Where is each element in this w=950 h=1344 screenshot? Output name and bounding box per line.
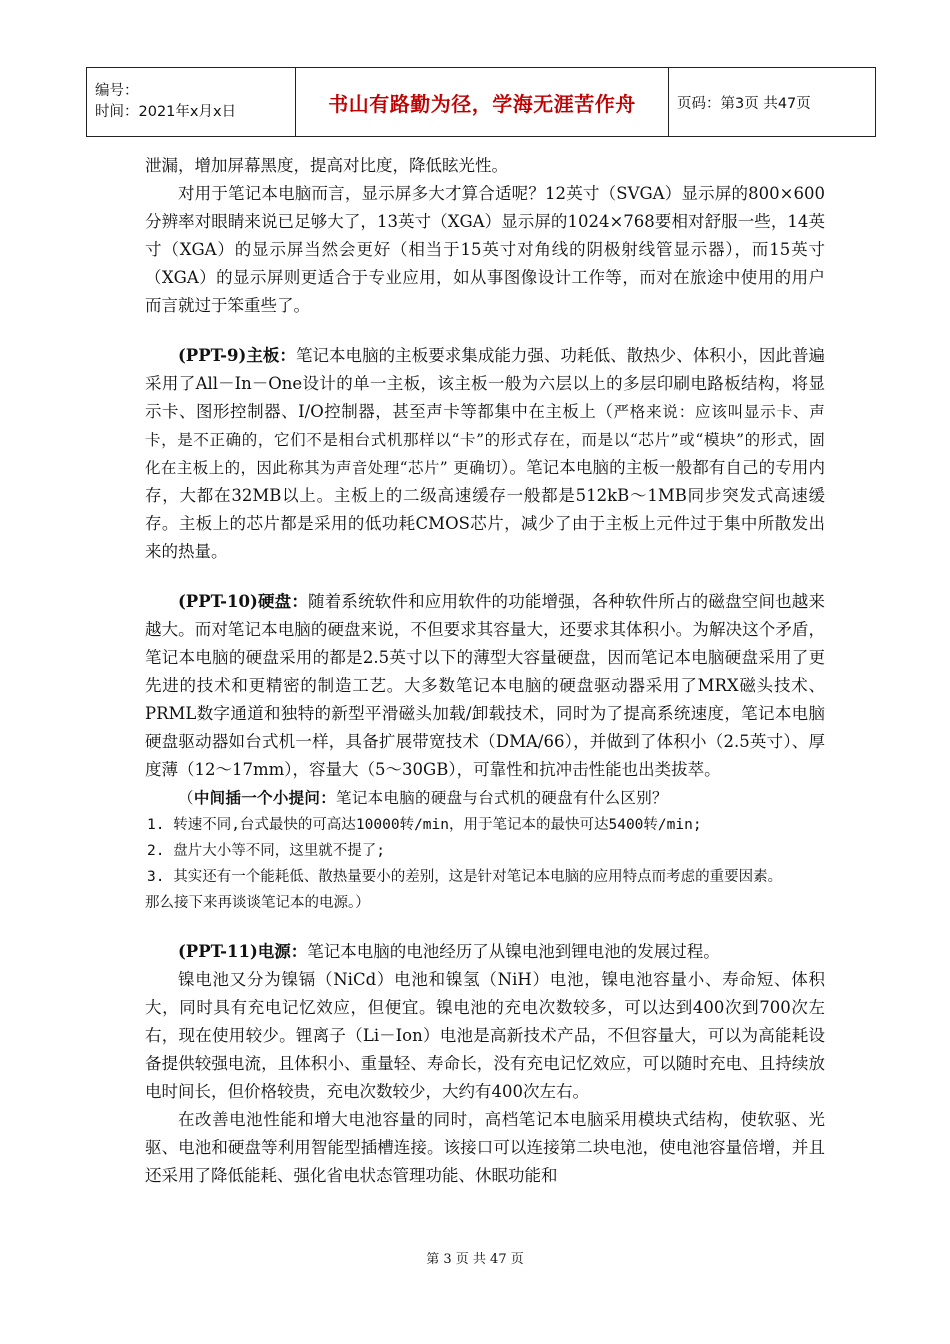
paragraph-gap xyxy=(145,566,825,588)
question-heading: 中间插一个小提问： xyxy=(193,788,337,807)
paragraph-gap xyxy=(145,320,825,342)
header-motto: 书山有路勤为径，学海无涯苦作舟 xyxy=(328,91,636,116)
paragraph-display-size: 对用于笔记本电脑而言，显示屏多大才算合适呢？12英寸（SVGA）显示屏的800×600分辨率对眼睛来说已足够大了，13英寸（XGA）显示屏的1024×768要相对舒服一些，14英寸（XGA）的显示屏当然会更好（相当于15英寸对角线的阴极射线管显示器），而15英寸（XGA）的显示屏则更适合于专业应用，如从事图像设计工作等，而对在旅途中使用的用户而言就过于笨重些了。 xyxy=(145,184,825,315)
heading-harddisk: (PPT-10)硬盘： xyxy=(178,592,309,611)
header-page-cell xyxy=(669,68,876,137)
heading-power: (PPT-11)电源： xyxy=(178,942,308,961)
paragraph-harddisk xyxy=(145,588,825,784)
header-time-label: 时间：2021年x月x日 xyxy=(95,104,237,120)
question-text: 笔记本电脑的硬盘与台式机的硬盘有什么区别？ xyxy=(336,789,668,807)
list-item: 2. 盘片大小等不同，这里就不提了; xyxy=(147,843,385,859)
header-motto-cell xyxy=(296,68,669,137)
question-close: 那么接下来再谈谈笔记本的电源。） xyxy=(145,895,370,911)
document-body xyxy=(145,152,825,1190)
page-footer: 第 3 页 共 47 页 xyxy=(426,1252,524,1267)
list-item: 1. 转速不同,台式最快的可高达10000转/min，用于笔记本的最快可达5400转/min; xyxy=(147,817,702,833)
power-text: 笔记本电脑的电池经历了从镍电池到锂电池的发展过程。 xyxy=(307,942,720,961)
list-item: 3. 其实还有一个能耗低、散热量要小的差别，这是针对笔记本电脑的应用特点而考虑的重要因素。 xyxy=(147,869,783,885)
paragraph-battery-improve: 在改善电池性能和增大电池容量的同时，高档笔记本电脑采用模块式结构，使软驱、光驱、电池和硬盘等利用智能型插槽连接。该接口可以连接第二块电池，使电池容量倍增，并且还采用了降低能耗、强化省电状态管理功能、休眠功能和 xyxy=(145,1110,825,1185)
paragraph-power xyxy=(145,938,825,966)
motherboard-text-a: 笔记本电脑的主板要求集成能力强、功耗低、散热少、体积小，因此普遍采用了All－In－One设计的单一主板，该主板一般为六层以上的多层印刷电路板结构，将显示卡、图形控制器、I/O控制器，甚至声卡等都集中在主板上（ xyxy=(145,346,826,421)
document-header xyxy=(86,67,876,137)
harddisk-text: 随着系统软件和应用软件的功能增强，各种软件所占的磁盘空间也越来越大。而对笔记本电脑的硬盘来说，不但要求其容量大，还要求其体积小。为解决这个矛盾，笔记本电脑的硬盘采用的都是2.5英寸以下的薄型大容量硬盘，因而笔记本电脑硬盘采用了更先进的技术和更精密的制造工艺。大多数笔记本电脑的硬盘驱动器采用了MRX磁头技术、PRML数字通道和独特的新型平滑磁头加载/卸载技术，同时为了提高系统速度，笔记本电脑硬盘驱动器如台式机一样，具备扩展带宽技术（DMA/66），并做到了体积小（2.5英寸）、厚度薄（12～17mm），容量大（5～30GB），可靠性和抗冲击性能也出类拔萃。 xyxy=(145,592,825,779)
paragraph-battery-types: 镍电池又分为镍镉（NiCd）电池和镍氢（NiH）电池，镍电池容量小、寿命短、体积大，同时具有充电记忆效应，但便宜。镍电池的充电次数较多，可以达到400次到700次左右，现在使用较少。锂离子（Li－Ion）电池是高新技术产品，不但容量大，可以为高能耗设备提供较强电流，且体积小、重量轻、寿命长，没有充电记忆效应，可以随时充电、且持续放电时间长，但价格较贵，充电次数较少，大约有400次左右。 xyxy=(145,970,825,1101)
heading-motherboard: (PPT-9)主板： xyxy=(178,346,296,365)
header-meta-cell xyxy=(87,68,296,137)
question-open: （ xyxy=(178,789,194,807)
header-code-label: 编号： xyxy=(95,83,139,99)
question-intro xyxy=(145,784,825,812)
header-page-label: 页码：第3页 共47页 xyxy=(677,95,811,112)
paragraph-gap xyxy=(145,916,825,938)
motherboard-note: 严格来说：应该叫显示卡、声卡，是不正确的，它们不是相台式机那样以“卡”的形式存在，而是以“芯片”或“模块”的形式，固化在主板上的，因此称其为声音处理“芯片” 更确切 xyxy=(145,403,826,477)
paragraph-display-end: 泄漏，增加屏幕黑度，提高对比度，降低眩光性。 xyxy=(145,156,508,175)
paragraph-motherboard xyxy=(145,342,825,566)
motherboard-text-b: ）。笔记本电脑的主板一般都有自己的专用内存，大都在32MB以上。主板上的二级高速缓存一般都是512kB～1MB同步突发式高速缓存。主板上的芯片都是采用的低功耗CMOS芯片，减少了由于主板上元件过于集中所散发出来的热量。 xyxy=(145,458,825,561)
